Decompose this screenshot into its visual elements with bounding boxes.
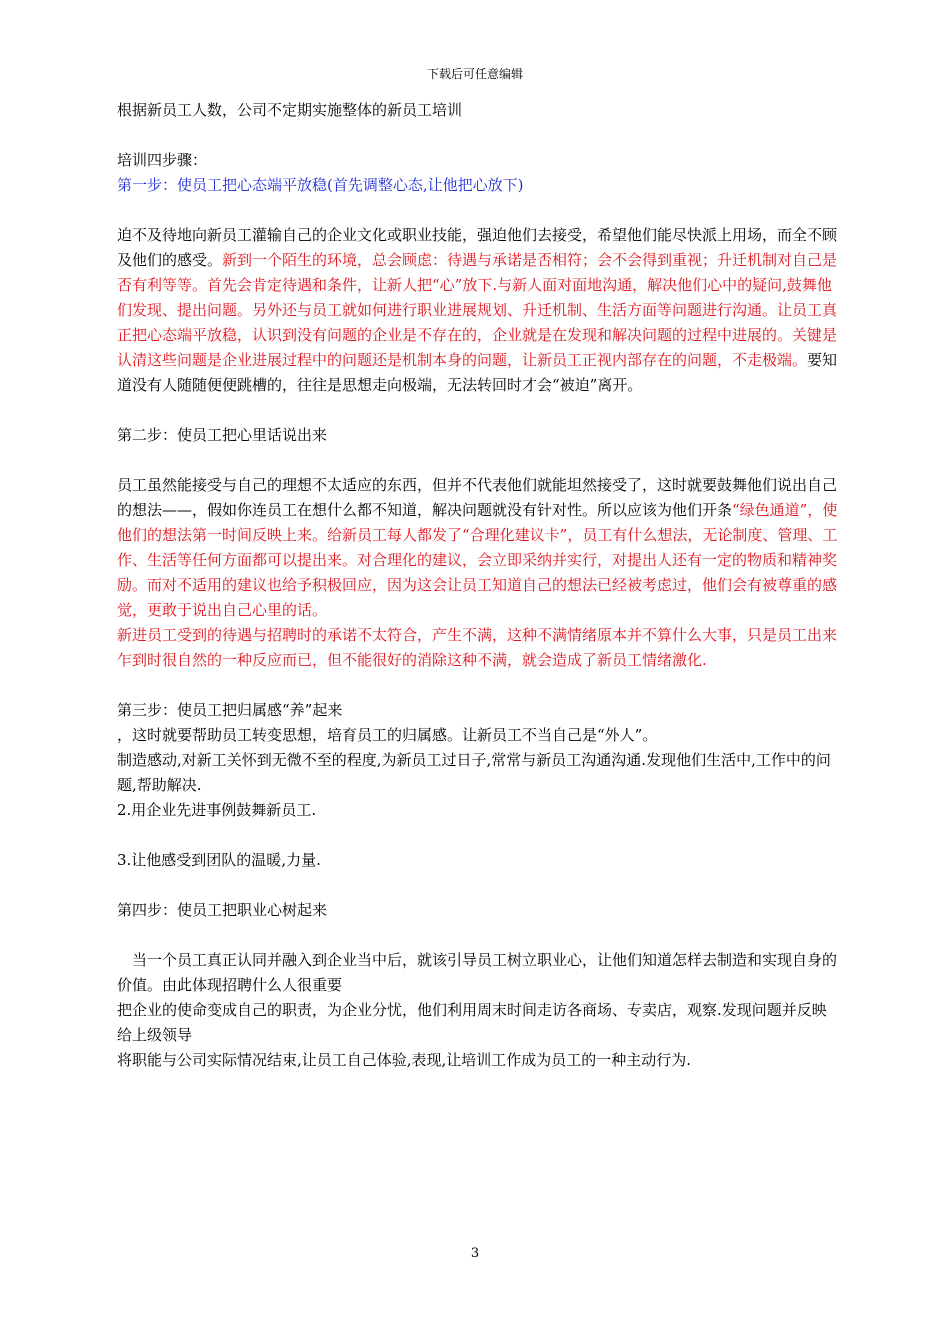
spacer (117, 198, 839, 223)
step-three-item-2: 2.用企业先进事例鼓舞新员工. (117, 801, 317, 819)
step-one-text-black: 迫不及待地向新员工灌输自己的企业文化或职业技能，强迫他们去接受，希望他们能尽快派上用场，而全不顾及他们的感受。 (117, 226, 838, 269)
intro-paragraph: 根据新员工人数，公司不定期实施整体的新员工培训 (117, 101, 463, 119)
step-three-heading: 第三步：使员工把归属感“养”起来 (117, 701, 343, 719)
step-one-text-end: 要知道没有人随随便便跳槽的，往往是思想走向极端，无法转回时才会“被迫”离开。 (117, 351, 838, 394)
step-four-paragraph: 当一个员工真正认同并融入到企业当中后，就该引导员工树立职业心，让他们知道怎样去制造和实现自身的价值。由此体现招聘什么人很重要 (117, 951, 838, 994)
page-header: 下载后可任意编辑 (426, 67, 523, 81)
step-two-paragraph (117, 473, 839, 623)
spacer (117, 923, 839, 948)
step-two-text-black: 员工虽然能接受与自己的理想不太适应的东西，但并不代表他们就能坦然接受了，这时就要鼓舞他们说出自己的想法——，假如你连员工在想什么都不知道，解决问题就没有针对性。所以应该为他们开条 (117, 476, 838, 519)
step-two-text-red: “绿色通道”，使他们的想法第一时间反映上来。给新员工每人都发了“合理化建议卡”，员工有什么想法，无论制度、管理、工作、生活等任何方面都可以提出来。对合理化的建议，会立即采纳并实行，对提出人还有一定的物质和精神奖励。而对不适用的建议也给予积极回应，因为这会让员工知道自己的想法已经被考虑过，他们会有被尊重的感觉，更敢于说出自己心里的话。 (117, 501, 838, 619)
step-four-item-2: 将职能与公司实际情况结束,让员工自己体验,表现,让培训工作成为员工的一种主动行为. (117, 1051, 692, 1069)
step-four-heading: 第四步：使员工把职业心树起来 (117, 901, 328, 919)
spacer (117, 398, 839, 423)
step-three-item-1: 制造感动,对新工关怀到无微不至的程度,为新员工过日子,常常与新员工沟通沟通.发现他们生活中,工作中的问题,帮助解决. (117, 751, 831, 794)
spacer (117, 873, 839, 898)
step-three-intro: ，这时就要帮助员工转变思想，培育员工的归属感。让新员工不当自己是“外人”。 (117, 726, 658, 744)
page-number: 3 (470, 1246, 480, 1261)
spacer (117, 123, 839, 148)
spacer (117, 448, 839, 473)
step-four-item-1: 把企业的使命变成自己的职责，为企业分忧，他们利用周末时间走访各商场、专卖店，观察.发现问题并反映给上级领导 (117, 1001, 827, 1044)
step-one-paragraph (117, 223, 839, 398)
step-one-text-red: 新到一个陌生的环境，总会顾虑：待遇与承诺是否相符；会不会得到重视；升迁机制对自己是否有利等等。首先会肯定待遇和条件，让新人把“心”放下.与新人面对面地沟通，解决他们心中的疑问,鼓舞他们发现、提出问题。另外还与员工就如何进行职业进展规划、升迁机制、生活方面等问题进行沟通。让员工真正把心态端平放稳，认识到没有问题的企业是不存在的，企业就是在发现和解决问题的过程中进展的。关键是认清这些问题是企业进展过程中的问题还是机制本身的问题，让新员工正视内部存在的问题，不走极端。 (117, 251, 838, 369)
step-two-note: 新进员工受到的待遇与招聘时的承诺不太符合，产生不满，这种不满情绪原本并不算什么大事，只是员工出来乍到时很自然的一种反应而已，但不能很好的消除这种不满，就会造成了新员工情绪激化. (117, 626, 838, 669)
steps-title: 培训四步骤： (117, 151, 208, 169)
spacer (117, 673, 839, 698)
step-one-heading: 第一步：使员工把心态端平放稳(首先调整心态,让他把心放下) (117, 176, 524, 194)
spacer (117, 823, 839, 848)
document-body (117, 98, 839, 1073)
step-three-item-3: 3.让他感受到团队的温暖,力量. (117, 851, 321, 869)
step-two-heading: 第二步：使员工把心里话说出来 (117, 426, 328, 444)
